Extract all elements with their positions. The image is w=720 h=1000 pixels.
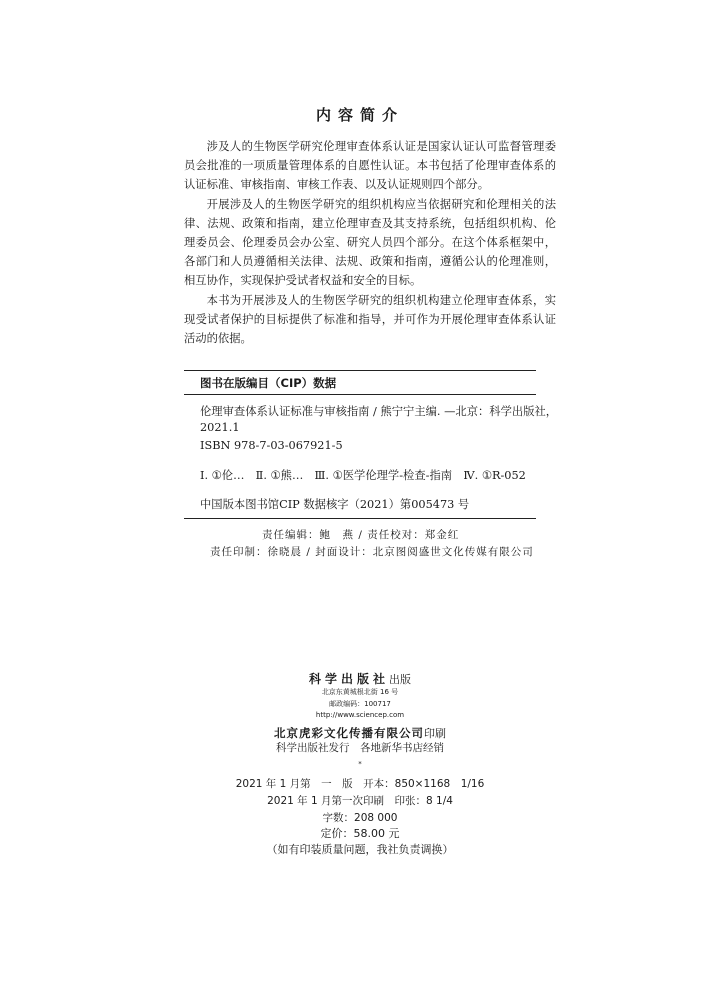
publisher-postcode: 邮政编码：100717	[329, 700, 391, 708]
printer-line	[0, 722, 720, 741]
word-count: 字数：208 000	[322, 812, 398, 824]
cip-title-line: 伦理审查体系认证标准与审核指南 / 熊宁宁主编. —北京：科学出版社，	[200, 405, 558, 418]
quality-notice: （如有印装质量问题，我社负责调换）	[266, 843, 454, 856]
cip-isbn: ISBN 978-7-03-067921-5	[200, 439, 343, 452]
cip-record-number: 中国版本图书馆CIP 数据核字（2021）第005473 号	[200, 498, 470, 511]
summary-paragraph-1: 涉及人的生物医学研究伦理审查体系认证是国家认证认可监督管理委员会批准的一项质量管理体系的自愿性认证。本书包括了伦理审查体系的认证标准、审核指南、审核工作表、以及认证规则四个部分。	[184, 140, 556, 192]
publisher-name: 科学出版社	[308, 672, 389, 686]
publisher-line	[0, 668, 720, 687]
publisher-address: 北京东黄城根北街 16 号	[321, 688, 399, 696]
cip-heading-rule	[184, 394, 536, 395]
distribution-line: 科学出版社发行 各地新华书店经销	[276, 742, 444, 754]
summary-paragraph-3: 本书为开展涉及人的生物医学研究的组织机构建立伦理审查体系，实现受试者保护的目标提供了标准和指导，并可作为开展伦理审查体系认证活动的依据。	[184, 293, 556, 346]
printer-suffix: 印刷	[424, 727, 446, 740]
summary-body	[184, 137, 556, 348]
separator-star: *	[358, 760, 362, 768]
cip-date-line: 2021.1	[200, 421, 240, 434]
publisher-suffix: 出版	[389, 673, 411, 686]
credits-printing-design: 责任印制：徐晓晨 / 封面设计：北京图阅盛世文化传媒有限公司	[210, 546, 534, 558]
price: 定价：58.00 元	[320, 827, 400, 840]
summary-title: 内容简介	[315, 106, 404, 124]
credits-editors: 责任编辑：鲍 燕 / 责任校对：郑金红	[262, 529, 460, 541]
edition-line: 2021 年 1 月第 一 版 开本：850×1168 1/16	[235, 778, 485, 790]
cip-classification: Ⅰ. ①伦… Ⅱ. ①熊… Ⅲ. ①医学伦理学-检查-指南 Ⅳ. ①R-052	[200, 469, 526, 482]
summary-paragraph-2: 开展涉及人的生物医学研究的组织机构应当依据研究和伦理相关的法律、法规、政策和指南，建立伦理审查及其支持系统，包括组织机构、伦理委员会、伦理委员会办公室、研究人员四个部分。在这个体系框架中，各部门和人员遵循相关法律、法规、政策和指南，遵循公认的伦理准则，相互协作，实现保护受试者权益和安全的目标。	[184, 197, 556, 288]
printer-name: 北京虎彩文化传播有限公司	[274, 726, 424, 740]
cip-heading: 图书在版编目（CIP）数据	[200, 376, 337, 390]
cip-top-rule	[184, 370, 536, 371]
printing-line: 2021 年 1 月第一次印刷 印张：8 1/4	[267, 795, 453, 807]
cip-bottom-rule	[184, 518, 536, 519]
publisher-website: http://www.sciencep.com	[315, 711, 405, 719]
